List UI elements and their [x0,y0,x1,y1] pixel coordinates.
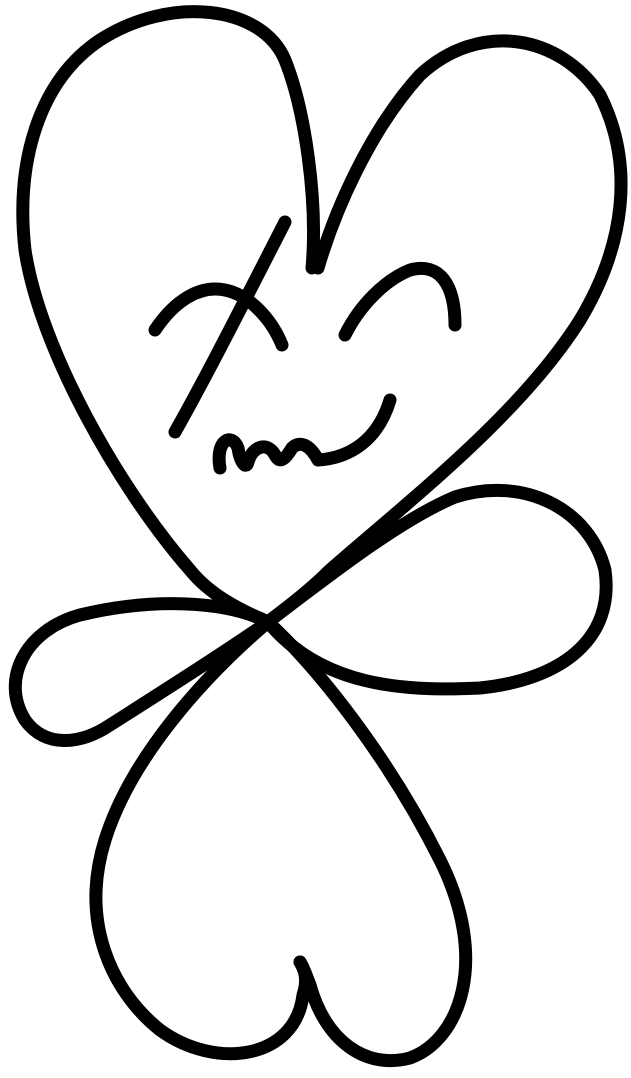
lower-heart-left [96,622,306,1054]
bow-left-loop [15,604,268,741]
bow-right-loop [268,490,606,689]
smile [219,400,390,468]
heart-right-lobe [268,41,621,622]
left-eye [155,289,282,345]
right-eye [345,268,455,335]
